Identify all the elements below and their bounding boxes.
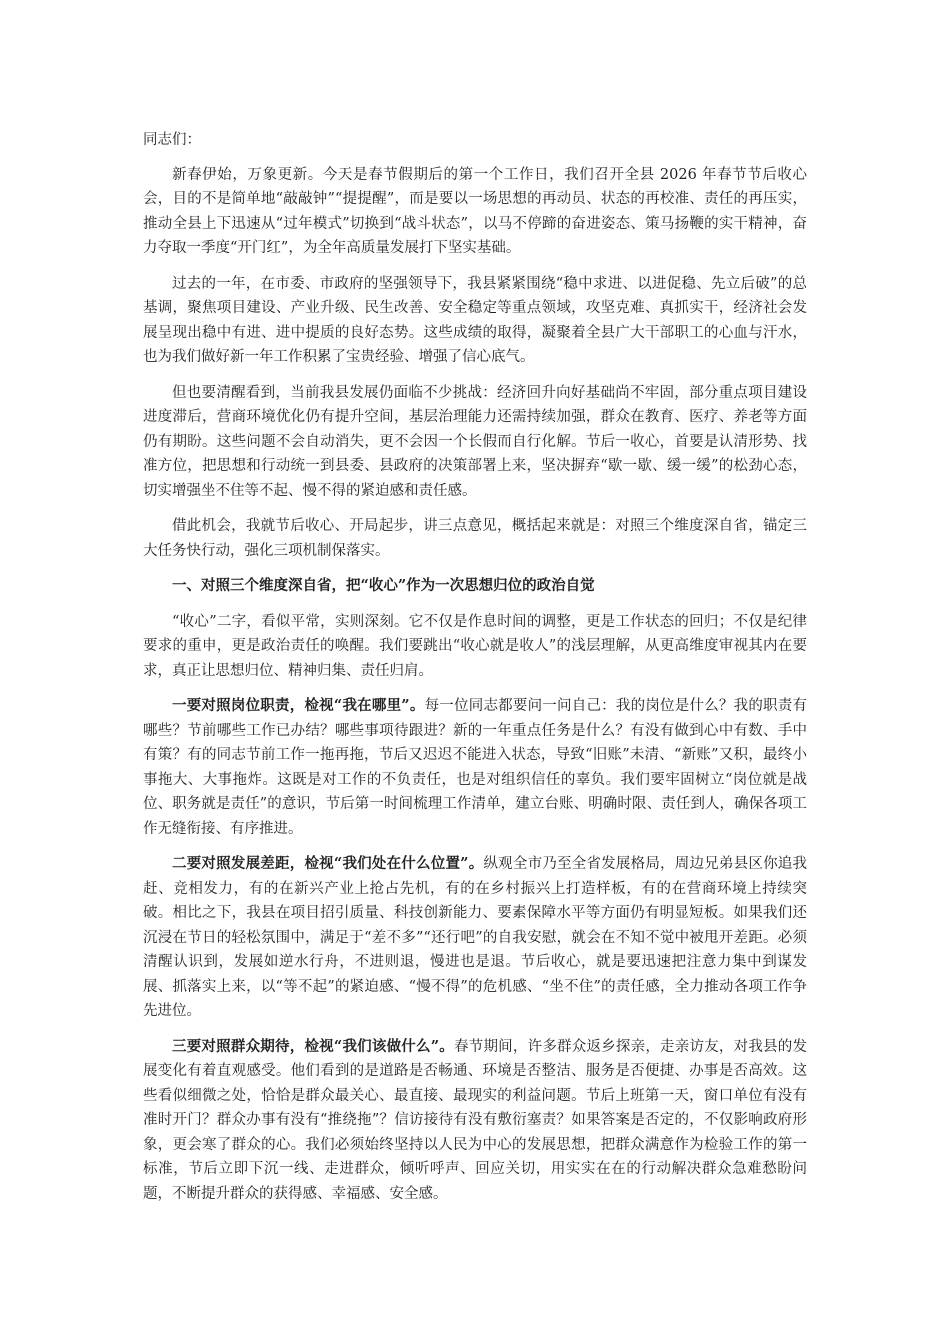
point-1-text: 每一位同志都要问一问自己：我的岗位是什么？我的职责有哪些？节前哪些工作已办结？哪些事项待跟进？新的一年重点任务是什么？有没有做到心中有数、手中有策？有的同志节前工作一拖再拖，节后又迟迟不能进入状态，导致“旧账”未清、“新账”又积，最终小事拖大、大事拖炸。这既是对工作的不负责任，也是对组织信任的辜负。我们要牢固树立“岗位就是战位、职务就是责任”的意识，节后第一时间梳理工作清单，建立台账、明确时限、责任到人，确保各项工作无缝衔接、有序推进。: [143, 698, 807, 837]
point-2-lead: 二要对照发展差距，检视“我们处在什么位置”。: [172, 855, 484, 872]
point-1-lead: 一要对照岗位职责，检视“我在哪里”。: [172, 697, 425, 714]
paragraph-section-intro: “收心”二字，看似平常，实则深刻。它不仅是作息时间的调整，更是工作状态的回归；不仅是纪律要求的重申，更是政治责任的唤醒。我们要跳出“收心就是收人”的浅层理解，从更高维度审视其内在要求，真正让思想归位、精神归集、责任归肩。: [143, 613, 807, 679]
point-3-lead: 三要对照群众期待，检视“我们该做什么”。: [172, 1037, 455, 1055]
point-3: [143, 1035, 807, 1207]
paragraph-outline: 借此机会，我就节后收心、开局起步，讲三点意见，概括起来就是：对照三个维度深自省，锚定三大任务快行动，强化三项机制保落实。: [143, 518, 807, 559]
salutation: 同志们：: [143, 132, 201, 148]
point-1: [143, 694, 807, 841]
point-2-text: 纵观全市乃至全省发展格局，周边兄弟县区你追我赶、竞相发力，有的在新兴产业上抢占先机，有的在乡村振兴上打造样板，有的在营商环境上持续突破。相比之下，我县在项目招引质量、科技创新能力、要素保障水平等方面仍有明显短板。如果我们还沉浸在节日的轻松氛围中，满足于“差不多”“还行吧”的自我安慰，就会在不知不觉中被甩开差距。必须清醒认识到，发展如逆水行舟，不进则退，慢进也是退。节后收心，就是要迅速把注意力集中到谋发展、抓落实上来，以“等不起”的紧迫感、“慢不得”的危机感、“坐不住”的责任感，全力推动各项工作争先进位。: [143, 856, 807, 1019]
section-heading-1: 一、对照三个维度深自省，把“收心”作为一次思想归位的政治自觉: [172, 577, 595, 594]
document-body: [143, 128, 807, 1217]
point-2: [143, 852, 807, 1024]
point-3-text: 春节期间，许多群众返乡探亲，走亲访友，对我县的发展变化有着直观感受。他们看到的是道路是否畅通、环境是否整洁、服务是否便捷、办事是否高效。这些看似细微之处，恰恰是群众最关心、最直接、最现实的利益问题。节后上班第一天，窗口单位有没有准时开门？群众办事有没有“推绕拖”？信访接待有没有敷衍塞责？如果答案是否定的，不仅影响政府形象，更会寒了群众的心。我们必须始终坚持以人民为中心的发展思想，把群众满意作为检验工作的第一标准，节后立即下沉一线、走进群众，倾听呼声、回应关切，用实实在在的行动解决群众急难愁盼问题，不断提升群众的获得感、幸福感、安全感。: [143, 1038, 807, 1202]
paragraph-challenges: 但也要清醒看到，当前我县发展仍面临不少挑战：经济回升向好基础尚不牢固，部分重点项目建设进度滞后，营商环境优化仍有提升空间，基层治理能力还需持续加强，群众在教育、医疗、养老等方面仍有期盼。这些问题不会自动消失，更不会因一个长假而自行化解。节后一收心，首要是认清形势、找准方位，把思想和行动统一到县委、县政府的决策部署上来，坚决摒弃“歇一歇、缓一缓”的松劲心态，切实增强坐不住等不起、慢不得的紧迫感和责任感。: [143, 384, 807, 499]
paragraph-review: 过去的一年，在市委、市政府的坚强领导下，我县紧紧围绕“稳中求进、以进促稳、先立后破”的总基调，聚焦项目建设、产业升级、民生改善、安全稳定等重点领域，攻坚克难、真抓实干，经济社会发展呈现出稳中有进、进中提质的良好态势。这些成绩的取得，凝聚着全县广大干部职工的心血与汗水，也为我们做好新一年工作积累了宝贵经验、增强了信心底气。: [143, 275, 807, 365]
paragraph-opening: 新春伊始，万象更新。今天是春节假期后的第一个工作日，我们召开全县 2026 年春节节后收心会，目的不是简单地“敲敲钟”“提提醒”，而是要以一场思想的再动员、状态的再校准、责任的再压实，推动全县上下迅速从“过年模式”切换到“战斗状态”，以马不停蹄的奋进姿态、策马扬鞭的实干精神，奋力夺取一季度“开门红”，为全年高质量发展打下坚实基础。: [143, 166, 807, 256]
